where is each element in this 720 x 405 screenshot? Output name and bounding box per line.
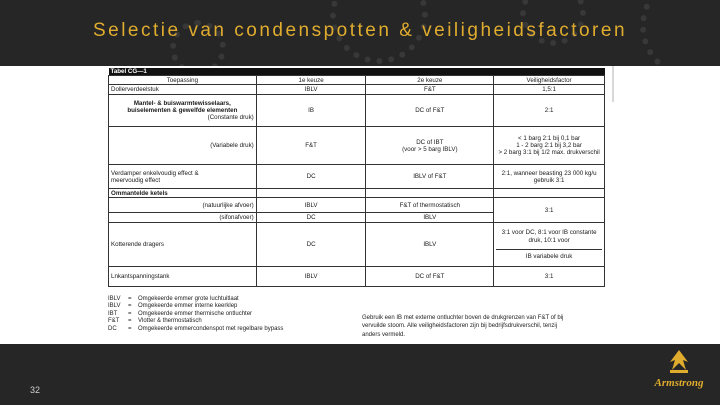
- table-row: Dollerverdeelstuk IBLV F&T 1,5:1: [109, 85, 605, 95]
- legend-item: IBLV = Omgekeerde emmer grote luchtuitlaat: [108, 296, 239, 302]
- page-number: 32: [30, 385, 41, 395]
- row-label: (Variabele druk): [109, 127, 257, 165]
- row-label: Verdamper enkelvoudig effect & meervoudig effect: [109, 165, 257, 189]
- table-row: [109, 189, 605, 198]
- legend-item: IBT = Omgekeerde emmer thermische ontluchter: [108, 310, 253, 317]
- table-name: Tabel CG—1: [109, 68, 605, 76]
- legend-item: IBLV = Omgekeerde emmer interne keerklep: [108, 303, 238, 310]
- table-header-row: [109, 76, 605, 85]
- slide-header: [0, 0, 720, 66]
- legend-item: DC = Omgekeerde emmercondenspot met regelbare bypass: [108, 325, 284, 332]
- header-first-choice: 1e keuze: [256, 76, 366, 85]
- row-label: (natuurlijke afvoer): [109, 198, 257, 213]
- row-label: Mantel- & buiswarmtewisselaars, buiselementen & gewelfde elementen (Constante druk): [109, 95, 257, 127]
- row-label: Kotterende dragers: [109, 223, 257, 267]
- table-row: (natuurlijke afvoer) IBLV F&T of thermostatisch 3:1: [109, 198, 605, 213]
- row-label: Dollerverdeelstuk: [109, 85, 257, 95]
- legend-item: F&T = Vlotter & thermostatisch: [108, 318, 202, 325]
- table-row: Verdamper enkelvoudig effect & meervoudig effect DC IBLV of F&T 2:1, wanneer beasting 23 000 kg/u gebruik 3:1: [109, 165, 605, 189]
- header-second-choice: 2e keuze: [366, 76, 494, 85]
- flame-icon: [642, 348, 716, 400]
- slide-title: Selectie van condenspotten & veiligheidsfactoren: [92, 20, 628, 41]
- row-label: Lnkantspanningstank: [109, 267, 257, 287]
- armstrong-logo: Armstrong: [642, 348, 716, 400]
- table-row: Kotterende dragers DC IBLV 3:1 voor DC, 8:1 voor IB constante druk, 10:1 voor IB variabele druk: [109, 223, 605, 267]
- abbreviation-legend: [108, 296, 353, 333]
- header-safety-factor: Veiligheidsfactor: [494, 76, 605, 85]
- table-row: (sifonafvoer) DC IBLV: [109, 213, 605, 223]
- row-label: (sifonafvoer): [109, 213, 257, 223]
- footnote: Gebruik een IB met externe ontluchter boven de drukgrenzen van F&T of bij vervuilde stoom. Alle veiligheidsfactoren zijn bij bedrijfsdrukverschil, tenzij anders vermeld.: [362, 315, 564, 338]
- selection-table: [108, 68, 605, 287]
- table-row: Lnkantspanningstank IBLV DC of F&T 3:1: [109, 267, 605, 287]
- table-row: Mantel- & buiswarmtewisselaars, buiselementen & gewelfde elementen (Constante druk) IB DC of F&T 2:1: [109, 95, 605, 127]
- table-scan: [108, 66, 612, 344]
- header-application: Toepassing: [109, 76, 257, 85]
- row-label: Ommantelde ketels: [109, 189, 257, 198]
- table-row: (Variabele druk) F&T DC of IBT (voor > 5 barg IBLV) < 1 barg 2:1 bij 0,1 bar 1 - 2 barg 2:1 bij 3,2 bar > 2 barg 3:1 bij 1/2 max. drukverschil: [109, 127, 605, 165]
- slide-footer: [0, 344, 720, 405]
